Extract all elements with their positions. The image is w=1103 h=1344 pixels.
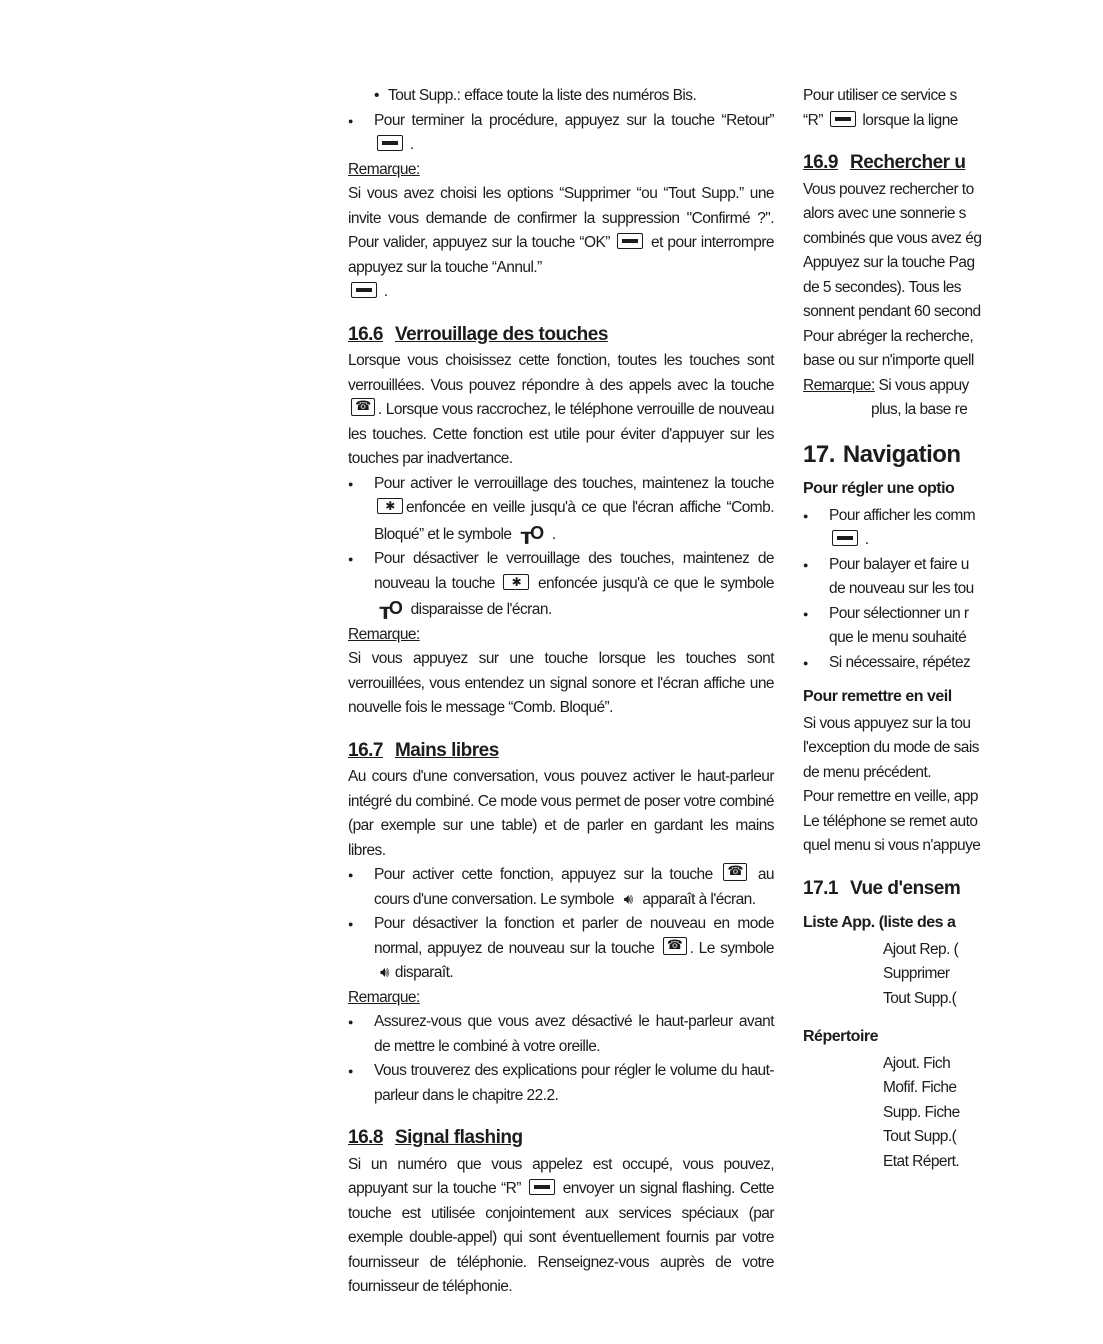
bullet-activer-verrouillage: ● Pour activer le verrouillage des touches, maintenez la touche ✱enfoncée en veille jusqu'à ce que l'écran affiche “Comb. Bloqué” et le symbole ┰O . bbox=[348, 472, 774, 548]
section-number: 16.9 bbox=[803, 152, 838, 173]
bullet-text: . Le symbole bbox=[689, 939, 774, 957]
section-heading-16-6 bbox=[348, 323, 774, 348]
section-title: Verrouillage des touches bbox=[394, 323, 608, 345]
phone-key-icon bbox=[351, 398, 375, 416]
bullet-text: Pour désactiver le verrouillage des touches, maintenez de nouveau la touche bbox=[374, 550, 774, 592]
line-text: lorsque la ligne bbox=[862, 111, 958, 129]
bullet-text: apparaît à l'écran. bbox=[642, 890, 756, 908]
bullet-text: Pour désactiver la fonction et parler de nouveau en mode normal, appuyez de nouveau sur la touche bbox=[374, 915, 774, 957]
bullet-selectionner bbox=[803, 602, 1103, 651]
minus-key-icon bbox=[529, 1179, 555, 1195]
menu-entry: Tout Supp.( bbox=[883, 1128, 957, 1145]
paragraph-16-7: Au cours d'une conversation, vous pouvez activer le haut-parleur intégré du combiné. Ce mode vous permet de poser votre combiné (par exemple sur une table) et de parler en gardant les mains libres. bbox=[348, 768, 774, 859]
para-text: Si un numéro que vous appelez est occupé, vous pouvez, appuyant sur la touche “R” bbox=[348, 1155, 774, 1197]
phone-key-icon bbox=[723, 863, 747, 881]
left-column bbox=[348, 84, 774, 1300]
subheading-regler: Pour régler une optio bbox=[803, 480, 955, 497]
remark-label: Remarque: bbox=[348, 160, 420, 178]
minus-key-icon bbox=[617, 233, 643, 249]
line bbox=[803, 109, 1103, 134]
bullet-text: disparaisse de l'écran. bbox=[410, 601, 552, 618]
bullet-hp-desactiver bbox=[348, 912, 774, 986]
bullet-desactiver-verrouillage bbox=[348, 547, 774, 623]
paragraph-16-6 bbox=[348, 349, 774, 472]
bullet-trouverez: ● Vous trouverez des explications pour régler le volume du haut-parleur dans le chapitre 22.2. bbox=[348, 1059, 774, 1108]
menu-entry: Mofif. Fiche bbox=[883, 1079, 957, 1096]
section-title: Signal flashing bbox=[394, 1127, 523, 1148]
bullet-text: enfoncée en veille jusqu'à ce que l'écran affiche “Comb. Bloqué” et le symbole bbox=[374, 499, 774, 543]
speaker-icon: 🔊︎ bbox=[380, 964, 389, 981]
section-title: Mains libres bbox=[394, 739, 499, 761]
line: Si vous appuyez sur la tou bbox=[803, 714, 971, 732]
line: alors avec une sonnerie s bbox=[803, 205, 966, 222]
section-heading-16-7 bbox=[348, 739, 774, 764]
paragraph-confirm: Si vous avez choisi les options “Supprimer “ou “Tout Supp.” une invite vous demande de confirmer la suppression "Confirmé ?". Pour valider, appuyez sur la touche “OK” et pour interrompre appuyez sur la touche “Annul.” . bbox=[348, 185, 774, 300]
bullet-balayer bbox=[803, 553, 1103, 602]
line-text: “R” bbox=[803, 111, 823, 129]
bullet-text: disparaît. bbox=[394, 964, 454, 981]
star-key-icon bbox=[503, 574, 529, 590]
bullet-repetez: ● Si nécessaire, répétez bbox=[803, 651, 1103, 676]
bullet-text: au cours d'une conversation. Le symbole bbox=[374, 866, 774, 908]
section-number: 16.8 bbox=[348, 1127, 383, 1148]
paragraph-16-8 bbox=[348, 1153, 774, 1300]
remark-label: Remarque: bbox=[348, 988, 420, 1006]
menu-entry: Supp. Fiche bbox=[883, 1103, 960, 1121]
section-number: 16.7 bbox=[348, 739, 383, 761]
chapter-heading-17 bbox=[803, 440, 1103, 468]
paragraph-signal-sonore: Si vous appuyez sur une touche lorsque les touches sont verrouillées, vous entendez un signal sonore et l'écran affiche une nouvelle fois le message “Comb. Bloqué”. bbox=[348, 650, 774, 716]
line: combinés que vous avez ég bbox=[803, 229, 982, 247]
line-text: que le menu souhaité bbox=[829, 629, 967, 646]
subheading-liste-app: Liste App. (liste des a bbox=[803, 914, 956, 931]
section-title: Vue d'ensem bbox=[849, 877, 961, 899]
sub-bullet-toutsupp: • Tout Supp.: efface toute la liste des numéros Bis. bbox=[348, 84, 774, 109]
bullet-text: Pour activer le verrouillage des touches, maintenez la touche bbox=[374, 474, 774, 492]
menu-entry: Etat Répert. bbox=[883, 1152, 960, 1170]
line: Pour abréger la recherche, bbox=[803, 327, 974, 345]
remark-line-2: plus, la base re bbox=[871, 401, 968, 418]
bullet-afficher: ● Pour afficher les comm bbox=[803, 504, 1103, 529]
subheading-remettre: Pour remettre en veil bbox=[803, 688, 952, 705]
minus-key-icon bbox=[832, 530, 858, 546]
line-text: Si vous appuy bbox=[878, 376, 969, 394]
bullet-terminer: ● Pour terminer la procédure, appuyez sur la touche “Retour” . bbox=[348, 109, 774, 158]
line: de menu précédent. bbox=[803, 763, 931, 781]
minus-key-icon bbox=[377, 135, 403, 151]
confirm-text-2: et pour interrompre appuyez sur la touche “Annul.” bbox=[348, 234, 774, 276]
chapter-number: 17. bbox=[803, 440, 835, 468]
remark-line bbox=[803, 374, 1103, 399]
speaker-icon: 🔊︎ bbox=[623, 890, 633, 908]
line: de 5 secondes). Tous les bbox=[803, 278, 961, 296]
section-number: 17.1 bbox=[803, 877, 838, 899]
right-column bbox=[803, 84, 1103, 1174]
chapter-title: Navigation bbox=[842, 440, 961, 468]
section-heading-17-1 bbox=[803, 877, 1103, 902]
star-key-icon bbox=[377, 498, 403, 514]
bullet-text: Pour activer cette fonction, appuyez sur la touche bbox=[374, 866, 713, 883]
line: base ou sur n'importe quell bbox=[803, 352, 974, 369]
menu-entry: Ajout. Fich bbox=[883, 1054, 951, 1072]
line: Le téléphone se remet auto bbox=[803, 812, 978, 830]
minus-key-icon bbox=[830, 111, 856, 127]
minus-key-icon bbox=[351, 282, 377, 298]
remark-label: Remarque: bbox=[348, 625, 420, 643]
line: Pour utiliser ce service s bbox=[803, 87, 957, 104]
bullet-text: enfoncée jusqu'à ce que le symbole bbox=[537, 574, 775, 592]
line-text: Pour balayer et faire u bbox=[829, 555, 969, 573]
section-heading-16-8 bbox=[348, 1126, 774, 1151]
phone-key-icon bbox=[663, 937, 687, 955]
confirm-text-1: Si vous avez choisi les options “Supprimer “ou “Tout Supp.” une invite vous demande de confirmer la suppression "Confirmé ?". Pour valider, appuyez sur la touche “OK” bbox=[348, 185, 774, 251]
para-text: envoyer un signal flashing. Cette touche est utilisée conjointement aux services spéciaux (par exemple double-appel) qui sont éventuellement fournis par votre fournisseur de téléphonie. Renseignez-vous auprès de votre fournisseur de téléphonie. bbox=[348, 1180, 774, 1295]
para-text: . Lorsque vous raccrochez, le téléphone verrouille de nouveau les touches. Cette fonction est utile pour éviter d'appuyer sur les touches par inadvertance. bbox=[348, 401, 774, 467]
line: sonnent pendant 60 second bbox=[803, 303, 981, 320]
line: . bbox=[803, 528, 1103, 553]
key-lock-icon: ┰O bbox=[521, 522, 543, 543]
menu-entry: Supprimer bbox=[883, 965, 950, 982]
line: l'exception du mode de sais bbox=[803, 739, 979, 756]
bullet-terminer-text: Pour terminer la procédure, appuyez sur la touche “Retour” bbox=[374, 111, 774, 129]
section-title: Rechercher u bbox=[849, 152, 966, 173]
menu-entry: Tout Supp.( bbox=[883, 989, 957, 1007]
line-text: de nouveau sur les tou bbox=[829, 580, 974, 597]
bullet-assurez: ● Assurez-vous que vous avez désactivé le haut-parleur avant de mettre le combiné à votre oreille. bbox=[348, 1010, 774, 1059]
remark-label: Remarque: bbox=[803, 376, 875, 394]
line: Pour remettre en veille, app bbox=[803, 788, 979, 805]
line: Appuyez sur la touche Pag bbox=[803, 254, 975, 271]
para-text: Lorsque vous choisissez cette fonction, toutes les touches sont verrouillées. Vous pouvez répondre à des appels avec la touche bbox=[348, 352, 774, 394]
line-text: Pour sélectionner un r bbox=[829, 604, 969, 622]
section-number: 16.6 bbox=[348, 323, 383, 345]
line: Vous pouvez rechercher to bbox=[803, 180, 974, 198]
line: quel menu si vous n'appuye bbox=[803, 837, 981, 854]
subheading-repertoire: Répertoire bbox=[803, 1028, 879, 1045]
section-heading-16-9 bbox=[803, 151, 1103, 176]
menu-entry: Ajout Rep. ( bbox=[883, 940, 959, 958]
bullet-hp-activer bbox=[348, 863, 774, 912]
key-lock-icon: ┰O bbox=[380, 598, 401, 618]
